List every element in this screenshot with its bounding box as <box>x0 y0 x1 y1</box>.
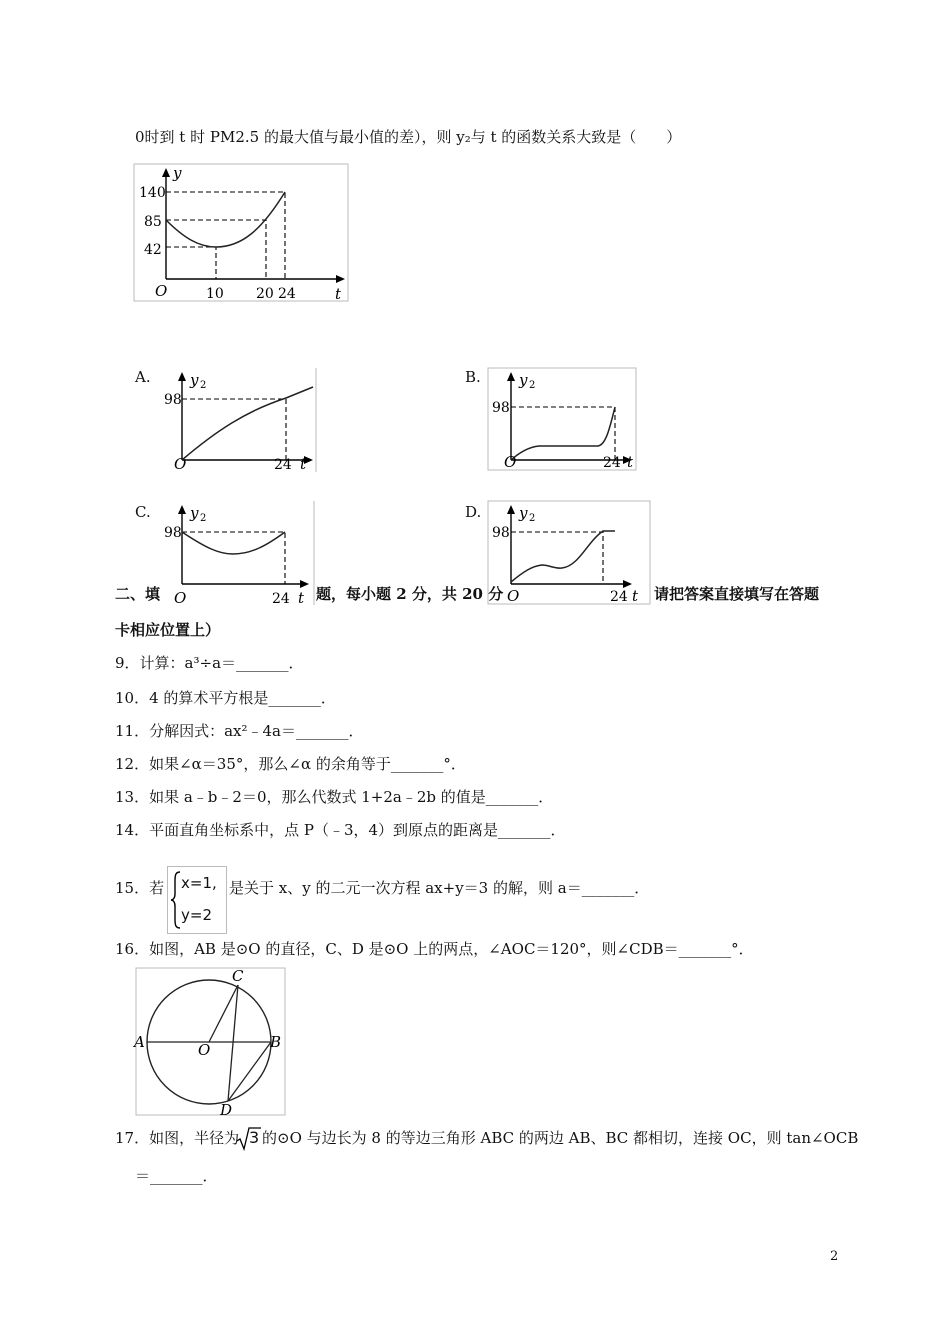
x-axis-arrow <box>336 275 345 283</box>
question-11: 11．分解因式：ax²﹣4a＝_______． <box>115 722 364 740</box>
x-label: t <box>627 453 634 471</box>
question-17-body: 的⊙O 与边长为 8 的等边三角形 ABC 的两边 AB、BC 都相切，连接 OC，则 tan∠OCB <box>262 1129 859 1147</box>
main-graph <box>133 163 351 303</box>
x-tick-label: 20 <box>256 286 274 302</box>
question-13: 13．如果 a﹣b﹣2＝0，那么代数式 1+2a﹣2b 的值是_______． <box>115 788 554 806</box>
x-label: t <box>632 587 639 605</box>
x-label: t <box>298 589 305 607</box>
y-tick-98: 98 <box>164 525 182 541</box>
x-tick-label: 10 <box>206 286 224 302</box>
origin-label: O <box>155 282 168 300</box>
option-c-label[interactable]: C. <box>135 503 151 521</box>
option-b-label[interactable]: B. <box>465 368 481 386</box>
y-subscript: 2 <box>529 513 536 524</box>
y-label: y <box>190 504 199 522</box>
guide-dash <box>182 399 286 460</box>
x-label: t <box>300 455 307 473</box>
guide-dash <box>511 407 615 460</box>
y-subscript: 2 <box>529 380 536 391</box>
guide-dash <box>511 532 603 584</box>
origin-label: O <box>504 453 517 471</box>
y-tick-98: 98 <box>492 400 510 416</box>
option-d-label[interactable]: D. <box>465 503 482 521</box>
y-axis-arrow <box>178 372 186 381</box>
question-10: 10．4 的算术平方根是_______． <box>115 689 336 707</box>
question-9: 9．计算：a³÷a＝_______． <box>115 654 304 672</box>
question-14: 14．平面直角坐标系中，点 P（﹣3，4）到原点的距离是_______． <box>115 821 566 839</box>
point-o-label: O <box>198 1041 211 1059</box>
guide-dash <box>182 532 285 584</box>
page-number: 2 <box>830 1249 839 1264</box>
segment-db <box>228 1042 271 1101</box>
section-heading-line2: 卡相应位置上） <box>115 621 221 639</box>
circle-figure <box>133 966 287 1118</box>
section-heading-part2: 题，每小题 2 分，共 20 分 <box>316 585 504 603</box>
curve <box>182 387 313 460</box>
x-tick-24: 24 <box>272 591 290 607</box>
curve <box>511 531 615 582</box>
equation-x: x=1, <box>181 874 217 892</box>
y-axis-arrow <box>162 168 170 177</box>
equation-y: y=2 <box>181 906 212 924</box>
y-axis-arrow <box>507 505 515 514</box>
x-tick-24: 24 <box>610 589 628 605</box>
x-axis-arrow <box>623 580 632 588</box>
origin-label: O <box>174 455 187 473</box>
x-tick-24: 24 <box>603 455 621 471</box>
option-c-graph[interactable] <box>161 500 317 608</box>
question-17-prefix: 17．如图，半径为 <box>115 1129 240 1147</box>
y-axis-arrow <box>178 505 186 514</box>
question-12: 12．如果∠α＝35°，那么∠α 的余角等于_______°． <box>115 755 466 773</box>
y-axis-label: y <box>173 164 182 182</box>
y-tick-label: 85 <box>144 214 162 230</box>
option-a-graph[interactable] <box>161 367 319 475</box>
question-15-prefix: 15．若 <box>115 879 165 897</box>
origin-label: O <box>174 589 187 607</box>
y-label: y <box>190 371 199 389</box>
x-tick-24: 24 <box>274 457 292 473</box>
origin-label: O <box>507 587 520 605</box>
equation-system-box <box>167 866 227 934</box>
sqrt-radicand: 3 <box>249 1128 260 1147</box>
question-16: 16．如图，AB 是⊙O 的直径，C、D 是⊙O 上的两点，∠AOC＝120°，则∠CDB＝_______°． <box>115 940 754 958</box>
curve <box>511 407 615 460</box>
y-subscript: 2 <box>200 380 207 391</box>
option-a-label[interactable]: A. <box>135 368 151 386</box>
y-label: y <box>519 504 528 522</box>
option-d-graph[interactable] <box>487 500 653 608</box>
intro-line: 0时到 t 时 PM2.5 的最大值与最小值的差），则 y₂与 t 的函数关系大致是（ ） <box>135 128 682 146</box>
question-17-line2: ＝_______． <box>135 1167 218 1185</box>
y-tick-label: 140 <box>139 185 166 201</box>
point-a-label: A <box>134 1033 145 1051</box>
x-axis-label: t <box>335 285 342 303</box>
y-label: y <box>519 371 528 389</box>
y-tick-label: 42 <box>144 242 162 258</box>
section-heading-part1: 二、填 <box>115 585 161 603</box>
question-15-body: 是关于 x、y 的二元一次方程 ax+y＝3 的解，则 a＝_______． <box>229 879 650 897</box>
y-tick-98: 98 <box>164 392 182 408</box>
y-axis-arrow <box>507 372 515 381</box>
y-tick-98: 98 <box>492 525 510 541</box>
option-b-graph[interactable] <box>487 367 639 475</box>
x-tick-label: 24 <box>278 286 296 302</box>
guide-42 <box>166 247 216 279</box>
curve <box>182 532 285 554</box>
section-heading-part3: 请把答案直接填写在答题 <box>654 585 820 603</box>
y-subscript: 2 <box>200 513 207 524</box>
x-axis-arrow <box>300 580 309 588</box>
point-c-label: C <box>232 967 244 985</box>
sqrt-3 <box>236 1125 262 1151</box>
point-b-label: B <box>270 1033 282 1051</box>
point-d-label: D <box>220 1101 233 1119</box>
